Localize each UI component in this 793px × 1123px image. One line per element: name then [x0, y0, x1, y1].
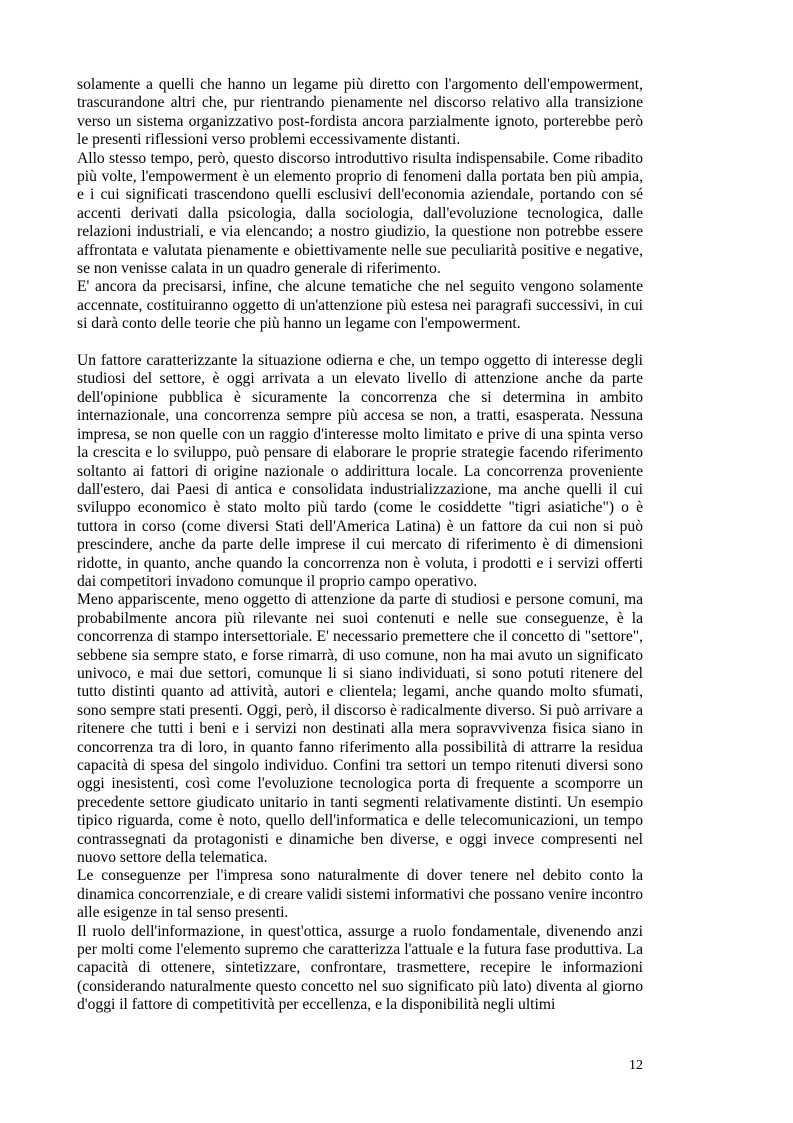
page-body	[77, 76, 643, 1015]
paragraph-3: E' ancora da precisarsi, infine, che alcune tematiche che nel seguito vengono solamente accennate, costituiranno oggetto di un'attenzione più estesa nei paragrafi successivi, in cui si darà conto delle teorie che più hanno un legame con l'empowerment.	[77, 278, 643, 333]
paragraph-7: Il ruolo dell'informazione, in quest'ottica, assurge a ruolo fondamentale, divenendo anzi per molti come l'elemento supremo che caratterizza l'attuale e la futura fase produttiva. La capacità di ottenere, sintetizzare, confrontare, trasmettere, recepire le informazioni (considerando naturalmente questo concetto nel suo significato più lato) diventa al giorno d'oggi il fattore di competitività per eccellenza, e la disponibilità negli ultimi	[77, 922, 643, 1014]
paragraph-1: solamente a quelli che hanno un legame più diretto con l'argomento dell'empowerment, trascurandone altri che, pur rientrando pienamente nel discorso relativo alla transizione verso un sistema organizzativo post-fordista ancora parzialmente ignoto, porterebbe però le presenti riflessioni verso problemi eccessivamente distanti.	[77, 76, 643, 149]
paragraph-2: Allo stesso tempo, però, questo discorso introduttivo risulta indispensabile. Come ribadito più volte, l'empowerment è un elemento proprio di fenomeni dalla portata ben più ampia, e i cui significati trascendono quelli esclusivi dell'economia aziendale, portando con sé accenti derivati dalla psicologia, dalla sociologia, dall'evoluzione tecnologica, dalle relazioni industriali, e via elencando; a nostro giudizio, la questione non potrebbe essere affrontata e valutata pienamente e obiettivamente nelle sue peculiarità positive e negative, se non venisse calata in un quadro generale di riferimento.	[77, 149, 643, 278]
page-number: 12	[629, 1058, 643, 1073]
paragraph-4: Un fattore caratterizzante la situazione odierna e che, un tempo oggetto di interesse degli studiosi del settore, è oggi arrivata a un elevato livello di attenzione anche da parte dell'opinione pubblica è sicuramente la concorrenza che si determina in ambito internazionale, una concorrenza sempre più accesa se non, a tratti, esasperata. Nessuna impresa, se non quelle con un raggio d'interesse molto limitato e prive di una spinta verso la crescita e lo sviluppo, può pensare di elaborare le proprie strategie facendo riferimento soltanto ai fattori di origine nazionale o addirittura locale. La concorrenza proveniente dall'estero, dai Paesi di antica e consolidata industrializzazione, ma anche quelli il cui sviluppo economico è stato molto più tardo (come le cosiddette "tigri asiatiche") o è tuttora in corso (come diversi Stati dell'America Latina) è un fattore da cui non si può prescindere, anche da parte delle imprese il cui mercato di riferimento è di dimensioni ridotte, in quanto, anche quando la concorrenza non è voluta, i prodotti e i servizi offerti dai competitori invadono comunque il proprio campo operativo.	[77, 352, 643, 590]
paragraph-spacer	[77, 334, 643, 352]
paragraph-6: Le conseguenze per l'impresa sono naturalmente di dover tenere nel debito conto la dinamica concorrenziale, e di creare validi sistemi informativi che possano venire incontro alle esigenze in tal senso presenti.	[77, 867, 643, 922]
paragraph-5: Meno appariscente, meno oggetto di attenzione da parte di studiosi e persone comuni, ma probabilmente ancora più rilevante nei suoi contenuti e nelle sue conseguenze, è la concorrenza di stampo intersettoriale. E' necessario premettere che il concetto di "settore", sebbene sia sempre stato, e forse rimarrà, di uso comune, non ha mai avuto un significato univoco, e mai due settori, comunque li si siano individuati, si sono potuti ritenere del tutto distinti quanto ad attività, autori e clientela; legami, anche quando molto sfumati, sono sempre stati presenti. Oggi, però, il discorso è radicalmente diverso. Si può arrivare a ritenere che tutti i beni e i servizi non destinati alla mera sopravvivenza fisica siano in concorrenza tra di loro, in quanto fanno riferimento alla possibilità di attrarre la residua capacità di spesa del singolo individuo. Confini tra settori un tempo ritenuti diversi sono oggi inesistenti, così come l'evoluzione tecnologica porta di frequente a scomporre un precedente settore giudicato unitario in tanti segmenti relativamente distinti. Un esempio tipico riguarda, come è noto, quello dell'informatica e delle telecomunicazioni, un tempo contrassegnati da protagonisti e dinamiche ben diverse, e oggi invece compresenti nel nuovo settore della telematica.	[77, 591, 643, 867]
